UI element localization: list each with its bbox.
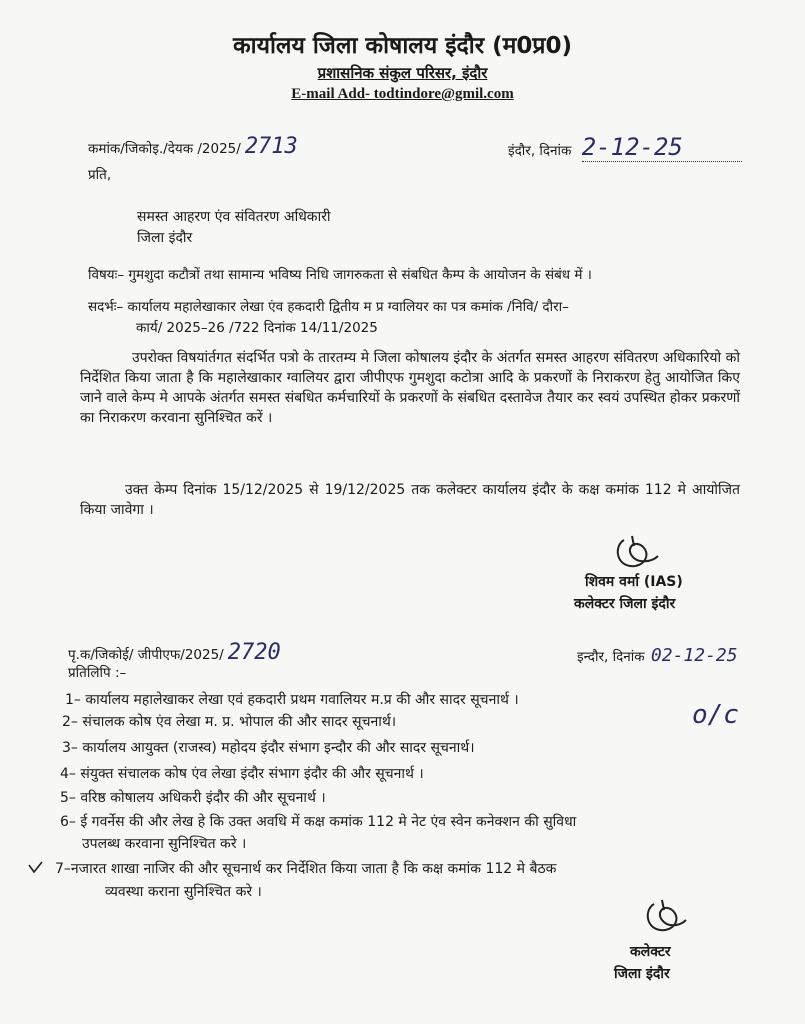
prati-label: प्रति, (88, 167, 112, 183)
letter-reference-line-1: सदर्भः– कार्यालय महालेखाकार लेखा एंव हकदारी द्वितीय म प्र ग्वालियर का पत्र कमांक /निवि/ दौरा– (88, 299, 569, 315)
signatory-title: कलेक्टर जिला इंदौर (574, 596, 676, 612)
copy-signatory-title: कलेक्टर (630, 944, 671, 960)
office-title: कार्यालय जिला कोषालय इंदौर (म0प्र0) (232, 33, 572, 59)
recipient-line-1: समस्त आहरण एंव संवितरण अधिकारी (137, 209, 331, 225)
copy-item-2: 2– संचालक कोष एंव लेखा म. प्र. भोपाल की और सादर सूचनार्थ। (62, 714, 397, 730)
recipient-line-2: जिला इंदौर (137, 230, 193, 246)
office-email (0, 86, 805, 103)
letter-date-handwritten: 2-12-25 (582, 133, 742, 162)
office-address-text: प्रशासनिक संकुल परिसर, इंदौर (317, 64, 488, 82)
letter-date (508, 133, 742, 162)
copy-date-label: इन्दौर, दिनांक (577, 649, 645, 665)
letter-date-label: इंदौर, दिनांक (508, 143, 572, 159)
copy-item-5: 5– वरिष्ठ कोषालय अधिकरी इंदौर की और सूचनार्थ । (60, 790, 326, 806)
copy-item-3: 3– कार्यालय आयुक्त (राजस्व) महोदय इंदौर संभाग इन्दौर की और सादर सूचनार्थ। (62, 740, 475, 756)
letter-ref-printed: कमांक/जिकोइ./देयक /2025/ (88, 141, 241, 157)
copy-reference (68, 640, 281, 665)
letter-reference (88, 134, 298, 159)
letter-subject: विषयः– गुमशुदा कटौत्रों तथा सामान्य भविष्य निधि जागरुकता से संबधित कैम्प के आयोजन के संबंध में । (88, 267, 592, 283)
copy-ref-printed: पृ.क/जिकोई/ जीपीएफ/2025/ (68, 647, 224, 663)
copy-date-handwritten: 02-12-25 (650, 645, 738, 666)
office-address (0, 63, 805, 83)
copy-signatory-place: जिला इंदौर (614, 966, 670, 982)
letter-reference-line-2: कार्य/ 2025–26 /722 दिनांक 14/11/2025 (136, 320, 378, 336)
handwritten-note: o/c (692, 700, 739, 730)
letter-ref-handwritten: 2713 (244, 134, 298, 159)
copy-item-7-cont: व्यवस्था कराना सुनिश्चित करे । (105, 884, 262, 900)
body-paragraph-2: उक्त केम्प दिनांक 15/12/2025 से 19/12/2025 तक कलेक्टर कार्यालय इंदौर के कक्ष कमांक 112 मे आयोजित किया जावेगा । (80, 482, 740, 518)
tick-mark (28, 860, 50, 874)
pratilipi-label: प्रतिलिपि :– (68, 665, 127, 681)
copy-ref-handwritten: 2720 (227, 640, 281, 665)
signature-mark-2 (640, 896, 690, 942)
copy-item-6-cont: उपलब्ध करवाना सुनिश्चित करे । (82, 836, 247, 852)
copy-date (577, 645, 738, 666)
body-paragraph-1: उपरोक्त विषयांर्तगत संदर्भित पत्रो के तारतम्य मे जिला कोषालय इंदौर के अंतर्गत समस्त आहरण संवितरण अधिकारियो को निर्देशित किया जाता है कि महालेखाकार ग्वालियर द्वारा जीपीएफ गुमशुदा कटोत्रा आदि के प्रकरणों के निराकरण हेतु आयोजित किए जाने वाले केम्प मे आपके अंतर्गत समस्त संबधित कर्मचारियों के प्रकरणों के संबधित दस्तावेज तैयार कर स्वयं उपस्थित होकर प्रकरणों का निराकरण करवाना सुनिश्चित करें । (80, 350, 740, 426)
copy-item-1: 1– कार्यालय महालेखाकर लेखा एवं हकदारी प्रथम गवालियर म.प्र की और सादर सूचनार्थ । (65, 692, 519, 708)
signatory-name: शिवम वर्मा (IAS) (585, 574, 683, 590)
copy-item-6: 6– ई गवर्नेस की और लेख हे कि उक्त अवधि में कक्ष कमांक 112 मे नेट एंव स्वेन कनेक्शन की सुविधा (60, 814, 577, 830)
office-email-text: E-mail Add- todtindore@gmil.com (291, 86, 514, 102)
copy-item-4: 4– संयुक्त संचालक कोष एंव लेखा इंदौर संभाग इंदौर की और सूचनार्थ । (60, 766, 424, 782)
copy-item-7: 7–नजारत शाखा नाजिर की और सूचनार्थ कर निर्देशित किया जाता है कि कक्ष कमांक 112 मे बैठक (55, 861, 557, 877)
